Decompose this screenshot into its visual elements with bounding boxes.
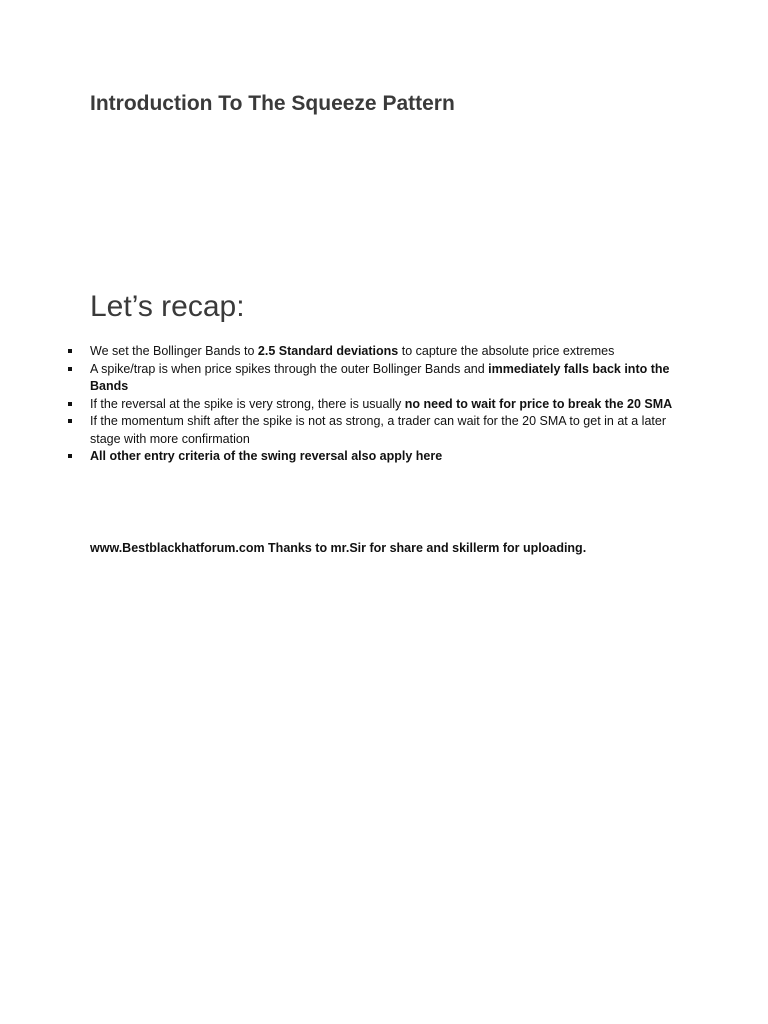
list-item [90, 396, 690, 414]
bullet-bold-text: All other entry criteria of the swing reversal also apply here [90, 449, 443, 463]
bullet-text: A spike/trap is when price spikes through the outer Bollinger Bands and [90, 361, 489, 376]
bullet-bold-text: immediately falls back into the Bands [90, 361, 670, 393]
bullet-bold-text: no need to wait for price to break the 20 SMA [404, 396, 673, 411]
bullet-text: If the momentum shift after the spike is not as strong, a trader can wait for the 20 SMA to get in at a later stage with more confirmation [90, 414, 666, 446]
bullet-text: to capture the absolute price extremes [398, 344, 615, 358]
bullet-bold-text: 2.5 Standard deviations [257, 344, 399, 358]
list-item [90, 448, 690, 466]
list-item [90, 361, 690, 396]
list-item [90, 343, 690, 361]
bullet-text: We set the Bollinger Bands to [90, 344, 258, 358]
page-title: Introduction To The Squeeze Pattern [90, 92, 455, 115]
footer-note: www.Bestblackhatforum.com Thanks to mr.Sir for share and skillerm for uploading. [90, 541, 587, 555]
recap-bullet-list [90, 343, 690, 466]
list-item [90, 413, 690, 448]
bullet-text: If the reversal at the spike is very strong, there is usually [90, 396, 405, 411]
recap-heading: Let’s recap: [90, 290, 245, 323]
